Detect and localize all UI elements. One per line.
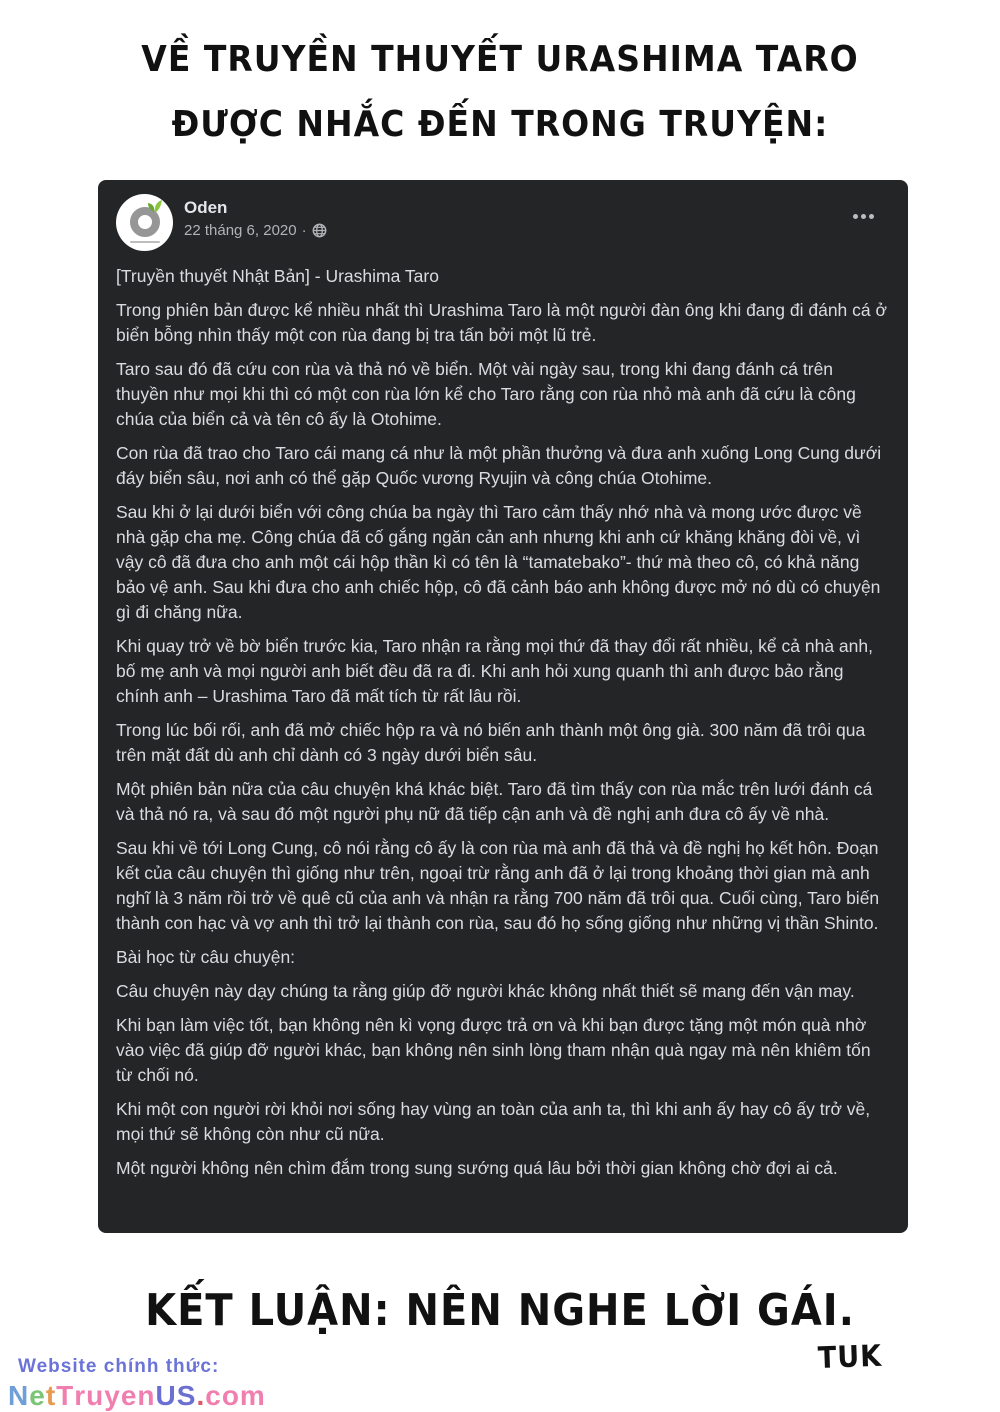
avatar[interactable] [116, 194, 173, 251]
post-paragraph: Một người không nên chìm đắm trong sung sướng quá lâu bởi thời gian không chờ đợi ai cả. [116, 1158, 838, 1178]
date-separator: · [301, 222, 307, 240]
post-paragraph: Một phiên bản nữa của câu chuyện khá khác biệt. Taro đã tìm thấy con rùa mắc trên lưới đánh cá và thả nó ra, và sau đó một người phụ nữ đã tiếp cận anh và đề nghị anh đưa cô ấy về nhà. [116, 779, 873, 824]
watermark-site-name[interactable]: NetTruyenUS.com [8, 1380, 266, 1411]
page-title-line-1: VỀ TRUYỀN THUYẾT URASHIMA TARO [141, 37, 859, 80]
post-header [116, 194, 890, 251]
post-paragraph: Sau khi về tới Long Cung, cô nói rằng cô ấy là con rùa mà anh đã thả và đề nghị họ kết hôn. Đoạn kết của câu chuyện thì giống như trên, ngoại trừ rằng anh đã ở lại trong khoảng thời gian mà anh nghĩ là 3 năm rồi trở về quê cũ của anh và nhận ra rằng 700 năm đã trôi qua. Cuối cùng, Taro biến thành con hạc và vợ anh thì trở lại thành con rùa, sau đó họ sống giống như những vị thần Shinto. [116, 838, 880, 933]
post-paragraph: Khi quay trở về bờ biển trước kia, Taro nhận ra rằng mọi thứ đã thay đổi rất nhiều, kể cả nhà anh, bố mẹ anh và mọi người anh biết đều đã ra đi. Khi anh hỏi xung quanh thì anh được bảo rằng chính anh – Urashima Taro đã mất tích từ rất lâu rồi. [116, 636, 873, 706]
author-name[interactable]: Oden [184, 198, 228, 217]
post-paragraph: Taro sau đó đã cứu con rùa và thả nó về biển. Một vài ngày sau, trong khi đang đánh cá trên thuyền như mọi khi thì có một con rùa lớn kể cho Taro rằng con rùa nhỏ mà anh đã cứu là công chúa của biển cả và tên cô ấy là Otohime. [116, 359, 856, 429]
post-paragraph: [Truyền thuyết Nhật Bản] - Urashima Taro [116, 266, 439, 286]
post-paragraph: Con rùa đã trao cho Taro cái mang cá như là một phần thưởng và đưa anh xuống Long Cung dưới đáy biển sâu, nơi anh có thể gặp Quốc vương Ryujin và công chúa Otohime. [116, 443, 882, 488]
post-date[interactable]: 22 tháng 6, 2020 [184, 222, 297, 240]
avatar-caption [130, 241, 160, 243]
facebook-post-card [98, 180, 908, 1233]
post-meta[interactable] [184, 222, 327, 239]
post-paragraph: Trong phiên bản được kể nhiều nhất thì Urashima Taro là một người đàn ông khi đang đi đánh cá ở biển bỗng nhìn thấy một con rùa đang bị tra tấn bởi một lũ trẻ. [116, 300, 887, 345]
page-title [0, 33, 1000, 162]
post-header-texts [184, 194, 327, 239]
post-paragraph: Trong lúc bối rối, anh đã mở chiếc hộp ra và nó biến anh thành một ông già. 300 năm đã trôi qua trên mặt đất dù anh chỉ dành có 3 ngày dưới biển sâu. [116, 720, 866, 765]
watermark-label: Website chính thức: [18, 1356, 220, 1377]
site-watermark [8, 1356, 266, 1412]
post-body [116, 264, 890, 1181]
globe-icon [312, 223, 327, 238]
page-title-line-2: ĐƯỢC NHẮC ĐẾN TRONG TRUYỆN: [171, 102, 829, 145]
conclusion-text: KẾT LUẬN: NÊN NGHE LỜI GÁI. [145, 1286, 855, 1336]
post-paragraph: Câu chuyện này dạy chúng ta rằng giúp đỡ người khác không nhất thiết sẽ mang đến vận may. [116, 981, 855, 1001]
leaf-icon [146, 199, 166, 219]
post-paragraph: Sau khi ở lại dưới biển với công chúa ba ngày thì Taro cảm thấy nhớ nhà và mong ước được về nhà gặp cha mẹ. Công chúa đã cố gắng ngăn cản anh nhưng khi anh cứ khăng khăng đòi về, vì vậy cô đã đưa cho anh một cái hộp thần kì có tên là “tamatebako”- thứ mà theo cô, có khả năng bảo vệ anh. Sau khi đưa cho anh chiếc hộp, cô đã cảnh báo anh không được mở nó dù có chuyện gì đi chăng nữa. [116, 502, 881, 622]
more-options-icon[interactable] [847, 208, 880, 225]
post-paragraph: Khi một con người rời khỏi nơi sống hay vùng an toàn của anh ta, thì khi anh ấy hay cô ấy trở về, mọi thứ sẽ không còn như cũ nữa. [116, 1099, 871, 1144]
post-paragraph: Khi bạn làm việc tốt, bạn không nên kì vọng được trả ơn và khi bạn được tặng một món quà nhờ vào việc đã giúp đỡ người khác, bạn không nên sinh lòng tham nhận quà ngay mà nên khiêm tốn từ chối nó. [116, 1015, 871, 1085]
translator-signature: TUK [817, 1339, 883, 1376]
post-paragraph: Bài học từ câu chuyện: [116, 947, 296, 967]
